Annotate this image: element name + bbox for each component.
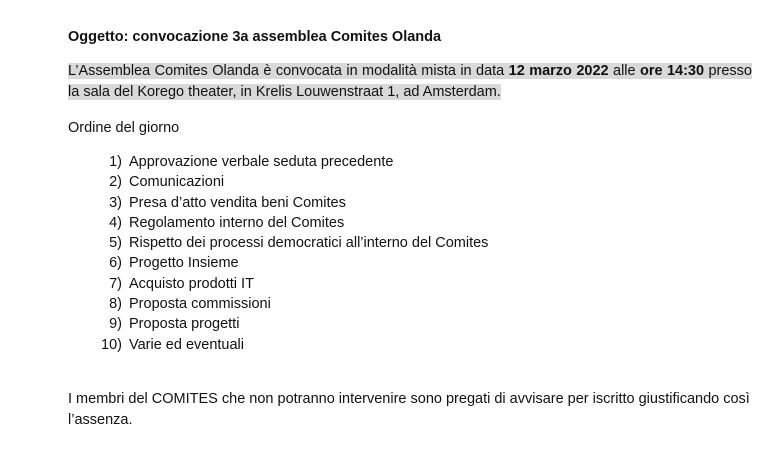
- agenda-item-number: 9): [109, 316, 122, 333]
- meeting-date: 12 marzo 2022: [508, 63, 609, 79]
- closing-paragraph: I membri del COMITES che non potranno intervenire sono pregati di avvisare per iscritto giustificando così l’assenza.: [68, 391, 750, 428]
- agenda-item-number: 2): [109, 174, 122, 191]
- agenda-item: [95, 335, 488, 355]
- agenda-item-text: Proposta commissioni: [129, 296, 271, 313]
- agenda-item-text: Comunicazioni: [129, 174, 225, 191]
- agenda-item-text: Rispetto dei processi democratici all’interno del Comites: [129, 235, 489, 252]
- agenda-item-text: Varie ed eventuali: [129, 336, 245, 353]
- intro-text-2: alle: [608, 63, 640, 79]
- agenda-item-text: Proposta progetti: [129, 316, 240, 333]
- agenda-item-number: 5): [109, 235, 122, 252]
- agenda-item: [95, 233, 488, 253]
- agenda-item-text: Presa d’atto vendita beni Comites: [129, 194, 346, 211]
- intro-highlight: [68, 63, 752, 100]
- meeting-time: ore 14:30: [640, 63, 705, 79]
- agenda-title: Ordine del giorno: [68, 120, 180, 136]
- agenda-item-number: 6): [109, 255, 122, 272]
- intro-text-1: L’Assemblea Comites Olanda è convocata in modalità mista in data: [68, 63, 509, 79]
- agenda-item: [95, 152, 488, 172]
- agenda-item-number: 7): [109, 275, 122, 292]
- agenda-item-number: 8): [109, 296, 122, 313]
- agenda-item: [95, 314, 488, 334]
- agenda-item: [95, 274, 488, 294]
- intro-paragraph: [68, 61, 752, 103]
- agenda-item-number: 10): [101, 336, 122, 353]
- agenda-item-number: 1): [109, 154, 122, 170]
- agenda-item-number: 4): [109, 214, 122, 231]
- intro-text-3: presso la sala del Korego theater, in Krelis Louwenstraat 1, ad Amsterdam.: [68, 63, 752, 100]
- agenda-item: [95, 253, 488, 273]
- agenda-list: [95, 152, 488, 355]
- subject-line: Oggetto: convocazione 3a assemblea Comites Olanda: [68, 29, 442, 45]
- agenda-item-text: Approvazione verbale seduta precedente: [129, 154, 394, 170]
- agenda-item-text: Regolamento interno del Comites: [129, 214, 345, 231]
- agenda-item-text: Progetto Insieme: [129, 255, 239, 272]
- agenda-item: [95, 213, 488, 233]
- agenda-item: [95, 193, 488, 213]
- agenda-item-text: Acquisto prodotti IT: [129, 275, 254, 292]
- agenda-item: [95, 294, 488, 314]
- agenda-item: [95, 172, 488, 192]
- agenda-item-number: 3): [109, 194, 122, 211]
